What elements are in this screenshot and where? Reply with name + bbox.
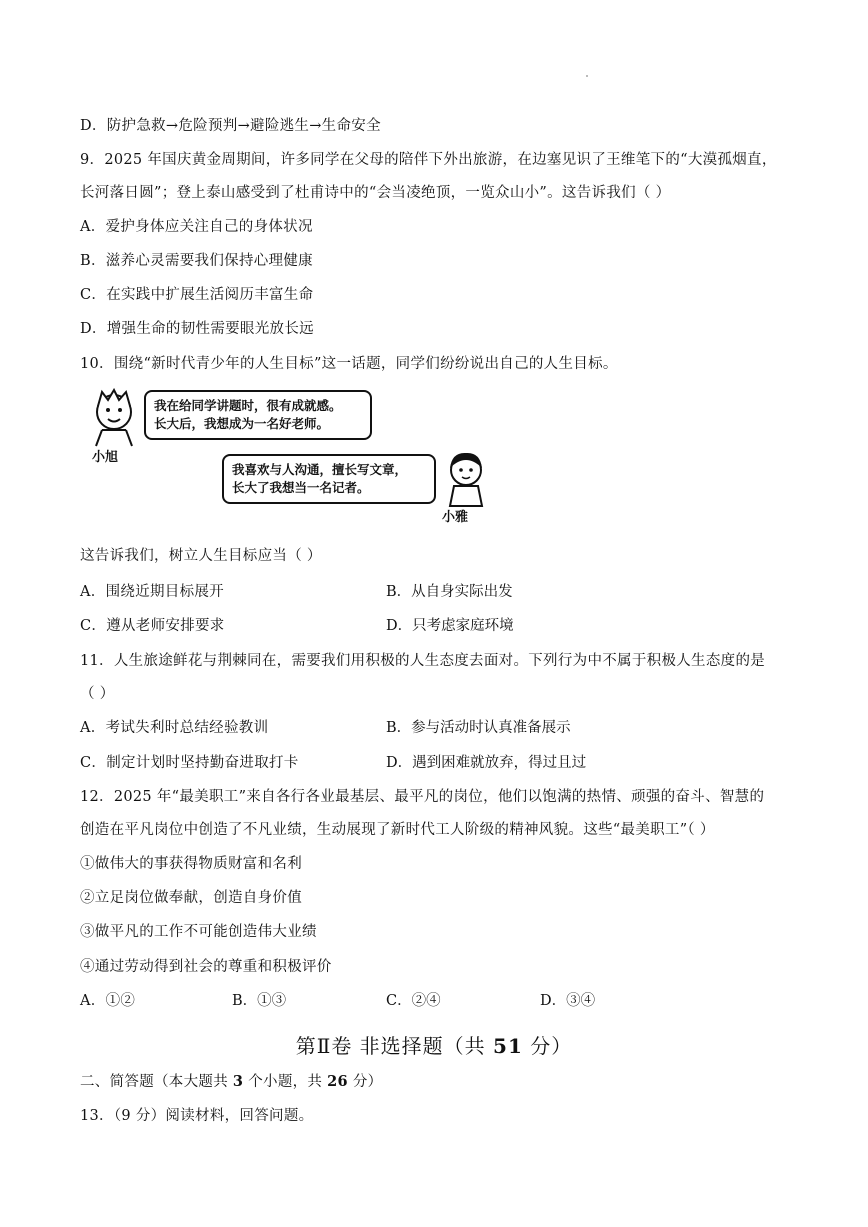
q10-stem: 10．围绕“新时代青少年的人生目标”这一话题，同学们纷纷说出自己的人生目标。 (80, 356, 618, 372)
q11-option-c: C．制定计划时坚持勤奋进取打卡 (80, 755, 299, 771)
q11-option-a: A．考试失利时总结经验教训 (80, 720, 269, 736)
name-xiaoya: 小雅 (442, 510, 469, 525)
speech-bubble-xiaoxu (144, 390, 372, 440)
bubble-xiaoya-line1: 我喜欢与人沟通，擅长写文章， (232, 462, 408, 477)
name-xiaoxu: 小旭 (92, 450, 119, 465)
q9-option-a: A．爱护身体应关注自己的身体状况 (80, 219, 313, 235)
q8-option-d: D．防护急救→危险预判→避险逃生→生命安全 (80, 118, 381, 134)
q12-stem-line2: 创造在平凡岗位中创造了不凡业绩，生动展现了新时代工人阶级的精神风貌。这些“最美职工”（ ） (80, 822, 715, 838)
q12-stem-line1: 12．2025 年“最美职工”来自各行各业最基层、最平凡的岗位，他们以饱满的热情、顽强的奋斗、智慧的 (80, 789, 765, 805)
q12-option-a: A．①② (80, 993, 136, 1009)
q10-option-b: B．从自身实际出发 (386, 584, 513, 600)
q12-item-4: ④通过劳动得到社会的尊重和积极评价 (80, 959, 332, 975)
part2-heading (80, 1072, 382, 1092)
q10-cartoon (80, 388, 500, 528)
q12-option-d: D．③④ (540, 993, 596, 1009)
q11-option-b: B．参与活动时认真准备展示 (386, 720, 571, 736)
bubble-xiaoya-line2: 长大了我想当一名记者。 (232, 480, 370, 495)
section-title-prefix: 第Ⅱ卷 非选择题（共 (295, 1034, 494, 1058)
heading-score: 26 (327, 1073, 348, 1090)
q9-stem-line2: 长河落日圆”；登上泰山感受到了杜甫诗中的“会当凌绝顶，一览众山小”。这告诉我们（ ） (80, 185, 671, 201)
q12-item-2: ②立足岗位做奉献，创造自身价值 (80, 890, 302, 906)
q11-option-d: D．遇到困难就放弃，得过且过 (386, 755, 587, 771)
q13-stem: 13．（9 分）阅读材料，回答问题。 (80, 1108, 314, 1124)
bubble-xiaoxu-line1: 我在给同学讲题时，很有成就感。 (154, 398, 342, 413)
q9-option-b: B．滋养心灵需要我们保持心理健康 (80, 253, 313, 269)
q12-item-1: ①做伟大的事获得物质财富和名利 (80, 856, 302, 872)
q9-option-c: C．在实践中扩展生活阅历丰富生命 (80, 287, 314, 303)
q11-stem-line2: （ ） (80, 686, 115, 702)
q12-item-3: ③做平凡的工作不可能创造伟大业绩 (80, 924, 317, 940)
section-2-title (0, 1030, 868, 1059)
q10-option-a: A．围绕近期目标展开 (80, 584, 224, 600)
q11-stem-line1: 11．人生旅途鲜花与荆棘同在，需要我们用积极的人生态度去面对。下列行为中不属于积极人生态度的是 (80, 653, 766, 669)
q10-option-d: D．只考虑家庭环境 (386, 618, 514, 634)
q9-option-d: D．增强生命的韧性需要眼光放长远 (80, 321, 314, 337)
section-title-score: 51 (493, 1034, 523, 1058)
heading-suffix: 分） (347, 1074, 383, 1090)
q12-option-c: C．②④ (386, 993, 441, 1009)
q12-option-b: B．①③ (232, 993, 287, 1009)
speech-bubble-xiaoya (222, 454, 436, 504)
q10-option-c: C．遵从老师安排要求 (80, 618, 225, 634)
heading-prefix: 二、简答题（本大题共 (80, 1074, 233, 1090)
boy-figure-icon (86, 388, 146, 448)
q9-stem-line1: 9．2025 年国庆黄金周期间，许多同学在父母的陪伴下外出旅游，在边塞见识了王维笔下的“大漠孤烟直， (80, 152, 777, 168)
q10-question: 这告诉我们，树立人生目标应当（ ） (80, 548, 322, 564)
section-title-suffix: 分） (522, 1034, 573, 1058)
heading-mid: 个小题，共 (243, 1074, 328, 1090)
heading-count: 3 (232, 1073, 244, 1090)
bubble-xiaoxu-line2: 长大后，我想成为一名好老师。 (154, 416, 330, 431)
scan-dot (586, 75, 588, 77)
